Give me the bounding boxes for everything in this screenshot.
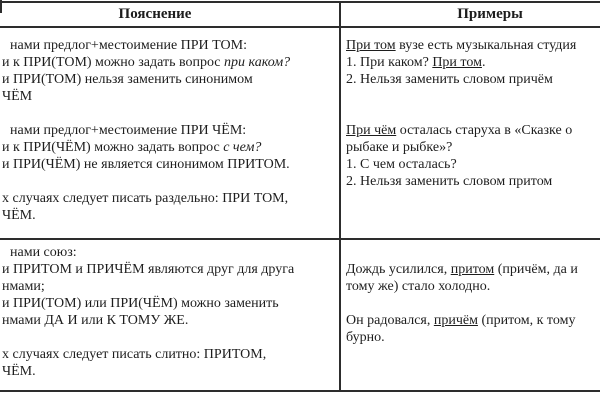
plain-text: и ПРИ(ТОМ) нельзя заменить синонимом bbox=[2, 72, 253, 87]
plain-text: ЧЁМ. bbox=[2, 208, 36, 223]
plain-text: Дождь усилился, bbox=[346, 262, 451, 277]
text-line bbox=[2, 312, 338, 329]
text-line bbox=[346, 37, 600, 54]
text-line bbox=[346, 261, 600, 278]
plain-text: (причём, да и bbox=[494, 262, 578, 277]
row-divider-border bbox=[0, 238, 600, 240]
table-bottom-border bbox=[0, 390, 600, 392]
text-line bbox=[346, 71, 600, 88]
plain-text: нмами; bbox=[2, 279, 45, 294]
plain-text: нмами ДА И или К ТОМУ ЖЕ. bbox=[2, 313, 189, 328]
text-line bbox=[346, 244, 600, 261]
text-line bbox=[346, 54, 600, 71]
plain-text: и к ПРИ(ТОМ) можно задать вопрос bbox=[2, 55, 225, 70]
text-line bbox=[2, 346, 338, 363]
text-line bbox=[2, 139, 338, 156]
italic-question: с чем? bbox=[223, 140, 262, 155]
underlined-term: причём bbox=[433, 313, 478, 328]
text-line bbox=[2, 207, 338, 224]
plain-text: 1. С чем осталась? bbox=[346, 157, 457, 172]
plain-text: 2. Нельзя заменить словом причём bbox=[346, 72, 553, 87]
plain-text: и ПРИТОМ и ПРИЧЁМ являются друг для друга bbox=[2, 262, 295, 277]
cell-row2-explanation bbox=[2, 244, 338, 380]
underlined-term: притом bbox=[450, 262, 495, 277]
text-line bbox=[2, 122, 338, 139]
text-line bbox=[2, 278, 338, 295]
plain-text: (притом, к тому bbox=[477, 313, 576, 328]
text-line bbox=[346, 173, 600, 190]
text-line bbox=[346, 312, 600, 329]
text-line bbox=[2, 71, 338, 88]
plain-text: вузе есть музыкальная студия bbox=[395, 38, 577, 53]
text-line bbox=[2, 363, 338, 380]
plain-text: х случаях следует писать слитно: ПРИТОМ, bbox=[2, 347, 267, 362]
plain-text: . bbox=[481, 55, 486, 70]
plain-text: нами союз: bbox=[10, 245, 77, 260]
plain-text: и к ПРИ(ЧЁМ) можно задать вопрос bbox=[2, 140, 224, 155]
plain-text: нами предлог+местоимение ПРИ ЧЁМ: bbox=[10, 123, 247, 138]
plain-text: Он радовался, bbox=[346, 313, 434, 328]
italic-question: при каком? bbox=[224, 55, 291, 70]
cell-row2-examples bbox=[346, 244, 600, 346]
plain-text: осталась старуха в «Сказке о bbox=[396, 123, 573, 138]
plain-text: ЧЁМ bbox=[2, 89, 33, 104]
text-line bbox=[2, 88, 338, 105]
plain-text: нами предлог+местоимение ПРИ ТОМ: bbox=[10, 38, 247, 53]
plain-text: тому же) стало холодно. bbox=[346, 279, 491, 294]
plain-text: и ПРИ(ЧЁМ) не является синонимом ПРИТОМ. bbox=[2, 157, 290, 172]
text-line bbox=[2, 173, 338, 190]
header-cell-examples: Примеры bbox=[457, 6, 523, 22]
text-line bbox=[346, 122, 600, 139]
plain-text: ЧЁМ. bbox=[2, 364, 36, 379]
text-line bbox=[346, 139, 600, 156]
cell-row1-examples bbox=[346, 37, 600, 190]
text-line bbox=[2, 190, 338, 207]
plain-text: бурно. bbox=[346, 330, 385, 345]
table-top-border bbox=[0, 1, 600, 3]
text-line bbox=[346, 156, 600, 173]
text-line bbox=[2, 295, 338, 312]
plain-text: рыбаке и рыбке»? bbox=[346, 140, 453, 155]
text-line bbox=[346, 329, 600, 346]
text-line bbox=[346, 295, 600, 312]
text-line bbox=[2, 37, 338, 54]
text-line bbox=[2, 54, 338, 71]
plain-text: и ПРИ(ТОМ) или ПРИ(ЧЁМ) можно заменить bbox=[2, 296, 279, 311]
text-line bbox=[2, 105, 338, 122]
text-line bbox=[346, 278, 600, 295]
column-divider-border bbox=[339, 1, 341, 392]
text-line bbox=[2, 156, 338, 173]
text-line bbox=[2, 329, 338, 346]
plain-text: 1. При каком? bbox=[346, 55, 433, 70]
underlined-term: При том bbox=[432, 55, 482, 70]
underlined-term: При том bbox=[346, 38, 396, 53]
underlined-term: При чём bbox=[346, 123, 397, 138]
plain-text: 2. Нельзя заменить словом притом bbox=[346, 174, 553, 189]
plain-text: х случаях следует писать раздельно: ПРИ ТОМ, bbox=[2, 191, 289, 206]
text-line bbox=[2, 261, 338, 278]
text-line bbox=[2, 244, 338, 261]
header-cell-explanation: Пояснение bbox=[118, 6, 192, 22]
header-bottom-border bbox=[0, 26, 600, 28]
cell-row1-explanation bbox=[2, 37, 338, 224]
text-line bbox=[346, 105, 600, 122]
text-line bbox=[346, 88, 600, 105]
